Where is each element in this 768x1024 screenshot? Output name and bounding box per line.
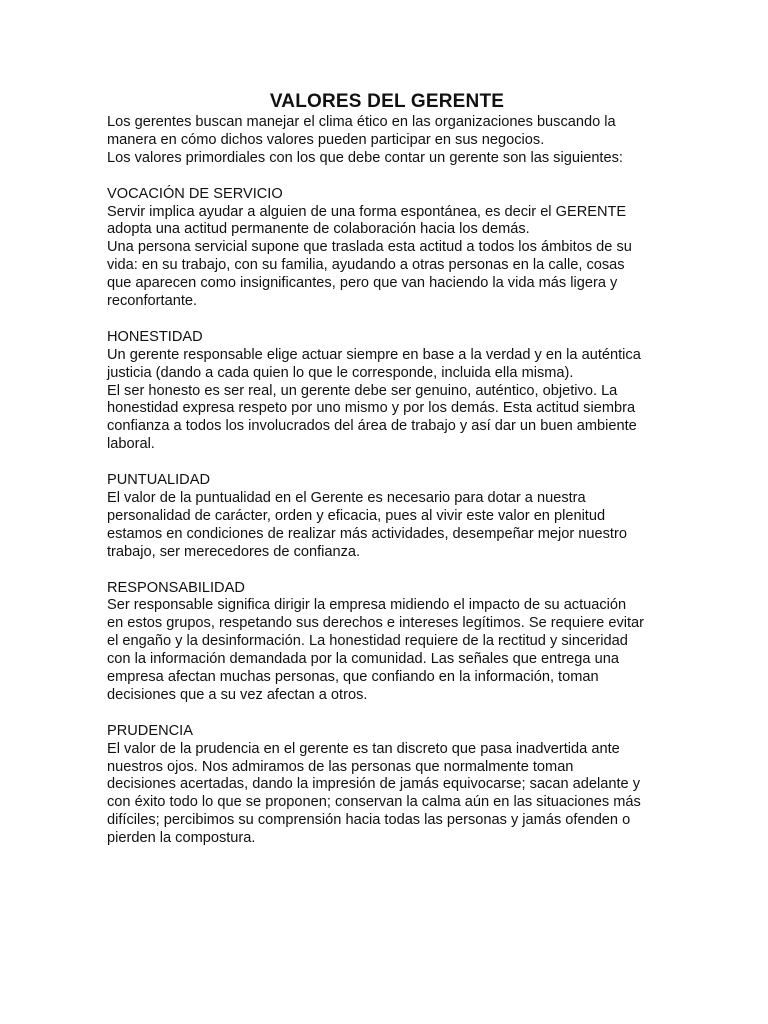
body-line: El valor de la puntualidad en el Gerente es necesario para dotar a nuestra [107, 489, 586, 506]
body-line: estamos en condiciones de realizar más actividades, desempeñar mejor nuestro [107, 525, 627, 542]
body-line: Un gerente responsable elige actuar siempre en base a la verdad y en la auténtica [107, 346, 641, 363]
body-line: Ser responsable significa dirigir la empresa midiendo el impacto de su actuación [107, 597, 627, 614]
section-heading: PUNTUALIDAD [107, 472, 210, 489]
section-prudencia [107, 723, 667, 848]
section-heading: HONESTIDAD [107, 328, 203, 345]
section-responsabilidad [107, 580, 667, 705]
document-title: VALORES DEL GERENTE [269, 91, 505, 112]
body-line: con éxito todo lo que se proponen; conservan la calma aún en las situaciones más [107, 794, 641, 811]
body-line: laboral. [107, 436, 155, 453]
intro-line: Los gerentes buscan manejar el clima ético en las organizaciones buscando la [107, 114, 616, 130]
body-line: Servir implica ayudar a alguien de una forma espontánea, es decir el GERENTE [107, 203, 627, 220]
document-page [107, 92, 667, 848]
section-heading: RESPONSABILIDAD [107, 579, 245, 596]
body-line: justicia (dando a cada quien lo que le corresponde, incluida ella misma). [107, 364, 574, 381]
body-line: difíciles; percibimos su comprensión hacia todas las personas y jamás ofenden o [107, 812, 631, 829]
section-honestidad [107, 329, 667, 454]
body-line: El ser honesto es ser real, un gerente debe ser genuino, auténtico, objetivo. La [107, 382, 618, 399]
section-heading: VOCACIÓN DE SERVICIO [107, 185, 283, 202]
body-line: reconfortante. [107, 293, 198, 310]
intro-paragraph [107, 114, 667, 168]
section-puntualidad [107, 472, 667, 562]
body-line: adopta una actitud permanente de colaboración hacia los demás. [107, 221, 530, 238]
body-line: vida: en su trabajo, con su familia, ayudando a otras personas en la calle, cosas [107, 257, 625, 274]
body-line: El valor de la prudencia en el gerente es tan discreto que pasa inadvertida ante [107, 740, 620, 757]
body-line: nuestros ojos. Nos admiramos de las personas que normalmente toman [107, 758, 574, 775]
intro-line: manera en cómo dichos valores pueden participar en sus negocios. [107, 131, 545, 148]
body-line: en estos grupos, respetando sus derechos e intereses legítimos. Se requiere evitar [107, 615, 645, 632]
section-heading: PRUDENCIA [107, 722, 193, 739]
body-line: honestidad expresa respeto por uno mismo y por los demás. Esta actitud siembra [107, 400, 636, 417]
body-line: con la información demandada por la comunidad. Las señales que entrega una [107, 651, 619, 668]
body-line: que aparecen como insignificantes, pero que van haciendo la vida más ligera y [107, 275, 618, 292]
body-line: decisiones acertadas, dando la impresión de jamás equivocarse; sacan adelante y [107, 776, 640, 793]
body-line: decisiones que a su vez afectan a otros. [107, 686, 368, 703]
body-line: Una persona servicial supone que traslada esta actitud a todos los ámbitos de su [107, 239, 632, 256]
body-line: trabajo, ser merecedores de confianza. [107, 543, 361, 560]
body-line: confianza a todos los involucrados del área de trabajo y así dar un buen ambiente [107, 418, 637, 435]
body-line: empresa afectan muchas personas, que confiando en la información, toman [107, 669, 599, 686]
body-line: personalidad de carácter, orden y eficacia, pues al vivir este valor en plenitud [107, 507, 606, 524]
body-line: el engaño y la desinformación. La honestidad requiere de la rectitud y sinceridad [107, 633, 628, 650]
section-vocacion-de-servicio [107, 186, 667, 311]
body-line: pierden la compostura. [107, 830, 256, 847]
intro-line: Los valores primordiales con los que debe contar un gerente son las siguientes: [107, 149, 623, 166]
